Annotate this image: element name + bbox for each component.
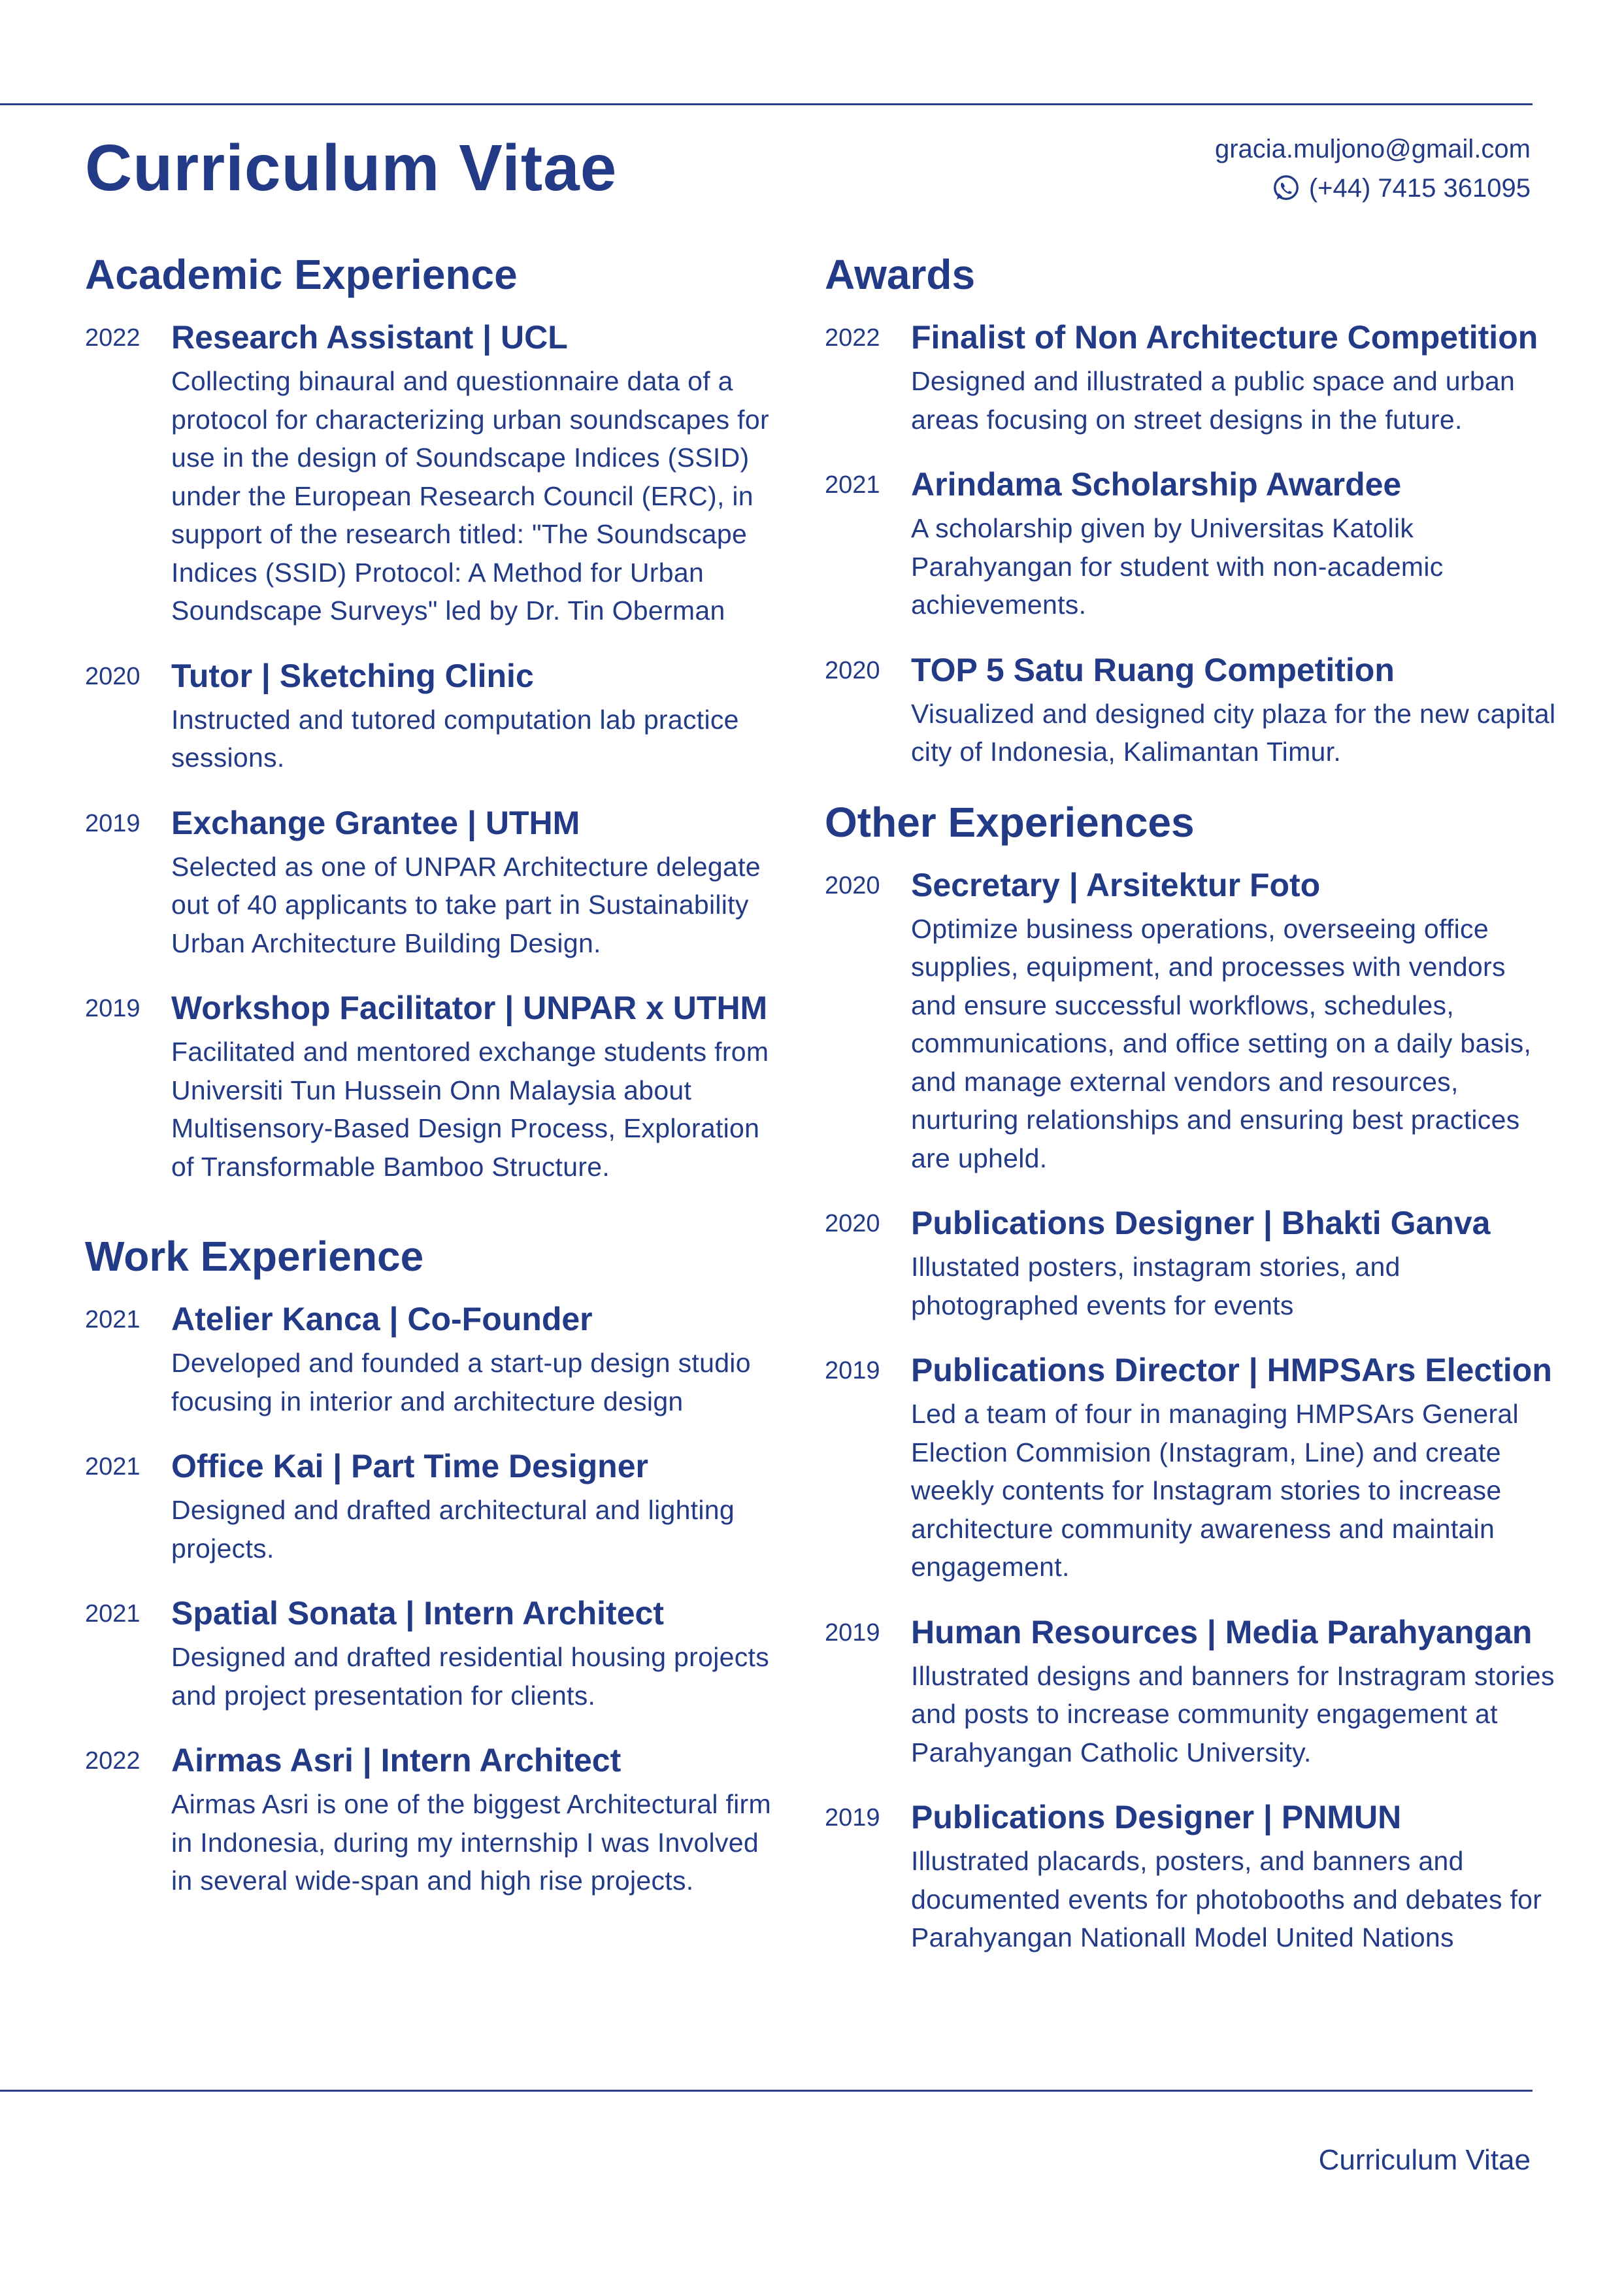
entry-year: 2019 [85,809,141,837]
entry-role: Publications Designer | Bhakti Ganva [911,1205,1491,1241]
entry-year: 2020 [825,656,880,684]
entry-role: Spatial Sonata | Intern Architect [171,1595,664,1632]
phone-row [1215,169,1531,208]
entry-description: Illustated posters, instagram stories, and photographed events for events [911,1252,1400,1320]
entry-year: 2020 [85,662,141,690]
entry-description: Illustrated designs and banners for Instragram stories and posts to increase community engagement at Parahyangan Catholic University. [911,1660,1555,1767]
entry-year: 2020 [825,871,880,899]
entry-role: Finalist of Non Architecture Competition [911,319,1538,356]
entry-role: Human Resources | Media Parahyangan [911,1613,1533,1650]
section-title-other: Other Experiences [825,798,1195,846]
entry-description: Airmas Asri is one of the biggest Architectural firm in Indonesia, during my internship I was Involved in several wide-span and high rise projects. [171,1789,771,1896]
footer-label: Curriculum Vitae [1318,2144,1531,2176]
entry-year: 2022 [85,1747,141,1775]
email-row [1215,129,1531,169]
entry-year: 2019 [85,995,141,1022]
entry-year: 2022 [825,324,880,352]
entry-year: 2021 [825,471,880,499]
section-title-academic: Academic Experience [85,251,518,298]
other-entry [825,1796,1557,1957]
academic-entry [85,802,778,963]
phone-text[interactable]: (+44) 7415 361095 [1308,174,1531,203]
entry-description: Designed and drafted architectural and lighting projects. [171,1495,735,1564]
entry-year: 2019 [825,1357,880,1384]
entry-description: Instructed and tutored computation lab practice sessions. [171,704,739,773]
entry-year: 2019 [825,1804,880,1832]
entry-description: Illustrated placards, posters, and banners and documented events for photobooths and debates for Parahyangan Nationall Model United Nations [911,1846,1542,1952]
other-entry [825,1202,1557,1324]
work-entry [85,1445,778,1567]
work-entry [85,1298,778,1420]
entry-role: Office Kai | Part Time Designer [171,1448,648,1484]
entry-description: A scholarship given by Universitas Katolik Parahyangan for student with non-academic achievements. [911,513,1444,620]
entry-description: Developed and founded a start-up design studio focusing in interior and architecture design [171,1348,751,1416]
right-column [825,248,1557,1982]
entry-description: Designed and drafted residential housing projects and project presentation for clients. [171,1642,769,1711]
academic-entry [85,987,778,1186]
page-title: Curriculum Vitae [85,131,618,205]
bottom-divider [0,2090,1533,2092]
academic-entry [85,316,778,630]
entry-role: Workshop Facilitator | UNPAR x UTHM [171,990,768,1026]
section-title-awards: Awards [825,251,976,298]
award-entry [825,463,1557,624]
contact-block [1215,129,1531,208]
entry-year: 2021 [85,1453,141,1481]
entry-description: Collecting binaural and questionnaire data of a protocol for characterizing urban soundscapes for use in the design of Soundscape Indices (SSID) under the European Research Council (ERC), in support of the research titled: "The Soundscape Indices (SSID) Protocol: A Method for Urban Soundscape Surveys" led by Dr. Tin Oberman [171,366,769,626]
email-text[interactable]: gracia.muljono@gmail.com [1214,135,1531,163]
section-title-work: Work Experience [85,1233,424,1280]
whatsapp-icon [1271,173,1301,203]
entry-description: Optimize business operations, overseeing office supplies, equipment, and processes with vendors and ensure successful workflows, schedules, communications, and office setting on a daily basis, and manage external vendors and resources, nurturing relationships and ensuring best practices are upheld. [911,913,1532,1173]
entry-role: TOP 5 Satu Ruang Competition [911,651,1395,688]
award-entry [825,316,1557,439]
entry-description: Selected as one of UNPAR Architecture delegate out of 40 applicants to take part in Sustainability Urban Architecture Building Design. [171,851,761,958]
entry-role: Arindama Scholarship Awardee [911,466,1402,503]
other-entry [825,864,1557,1178]
entry-description: Facilitated and mentored exchange students from Universiti Tun Hussein Onn Malaysia about Multisensory-Based Design Process, Exploration of Transformable Bamboo Structure. [171,1037,769,1182]
entry-role: Secretary | Arsitektur Foto [911,866,1321,903]
section-spacer [85,1211,778,1230]
entry-role: Publications Director | HMPSArs Election [911,1352,1552,1388]
entry-role: Publications Designer | PNMUN [911,1799,1402,1835]
other-entry [825,1611,1557,1772]
award-entry [825,649,1557,771]
academic-entry [85,655,778,777]
entry-description: Visualized and designed city plaza for the new capital city of Indonesia, Kalimantan Timur. [911,698,1556,767]
other-entry [825,1349,1557,1586]
left-column [85,248,778,1925]
entry-role: Atelier Kanca | Co-Founder [171,1301,593,1337]
entry-year: 2021 [85,1306,141,1333]
entry-role: Exchange Grantee | UTHM [171,804,580,841]
entry-description: Led a team of four in managing HMPSArs General Election Commision (Instagram, Line) and create weekly contents for Instagram stories to increase architecture community awareness and maintain engagement. [911,1399,1519,1582]
entry-role: Tutor | Sketching Clinic [171,657,534,694]
entry-year: 2019 [825,1618,880,1647]
entry-year: 2020 [825,1210,880,1237]
entry-role: Airmas Asri | Intern Architect [171,1742,621,1779]
entry-year: 2021 [85,1600,141,1628]
entry-year: 2022 [85,324,141,352]
entry-description: Designed and illustrated a public space and urban areas focusing on street designs in the future. [911,366,1516,435]
work-entry [85,1739,778,1900]
entry-role: Research Assistant | UCL [171,319,568,356]
work-entry [85,1592,778,1715]
top-divider [0,103,1533,105]
